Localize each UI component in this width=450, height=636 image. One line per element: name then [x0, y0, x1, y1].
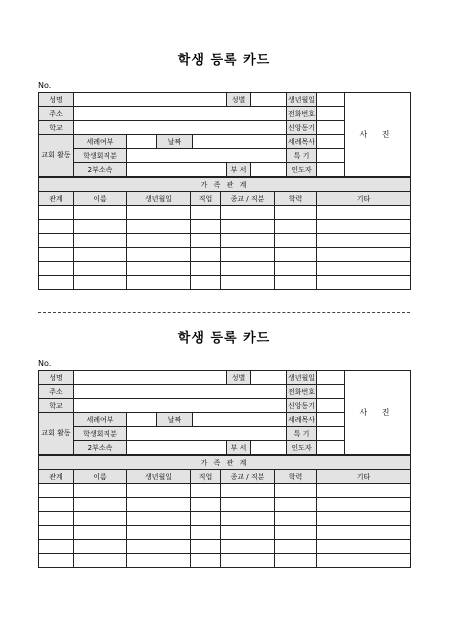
photo-area: 사 진 [345, 371, 411, 455]
student-role-field[interactable] [127, 427, 287, 441]
family-row[interactable] [39, 554, 411, 568]
faith-field[interactable] [317, 121, 345, 135]
family-header: 기타 [317, 470, 411, 484]
baptism-field[interactable] [127, 413, 157, 427]
student-role-label: 학생회직분 [74, 149, 127, 163]
student-role-label: 학생회직분 [74, 427, 127, 441]
guide-field[interactable] [317, 441, 345, 455]
family-row[interactable] [39, 206, 411, 220]
pastor-field[interactable] [317, 413, 345, 427]
special-label: 특 기 [287, 149, 317, 163]
dept2-field[interactable] [127, 163, 227, 177]
church-activity-label: 교회 활동 [39, 135, 74, 177]
family-header: 관계 [39, 192, 74, 206]
student-role-field[interactable] [127, 149, 287, 163]
phone-field[interactable] [317, 385, 345, 399]
card-title: 학생 등록 카드 [177, 331, 271, 346]
dept-label: 부 서 [227, 441, 251, 455]
phone-label: 전화번호 [287, 107, 317, 121]
name-label: 성명 [39, 93, 74, 107]
pastor-label: 세례목사 [287, 413, 317, 427]
school-field[interactable] [74, 121, 287, 135]
dept-field[interactable] [251, 441, 287, 455]
gender-label: 성별 [227, 93, 251, 107]
name-label: 성명 [39, 371, 74, 385]
special-label: 특 기 [287, 427, 317, 441]
dept-field[interactable] [251, 163, 287, 177]
family-header: 이름 [74, 192, 127, 206]
pastor-field[interactable] [317, 135, 345, 149]
school-label: 학교 [39, 399, 74, 413]
family-header: 기타 [317, 192, 411, 206]
family-row[interactable] [39, 248, 411, 262]
school-label: 학교 [39, 121, 74, 135]
school-field[interactable] [74, 399, 287, 413]
birth-label: 생년월일 [287, 93, 317, 107]
family-header: 종교 / 직분 [221, 470, 275, 484]
phone-label: 전화번호 [287, 385, 317, 399]
special-field[interactable] [317, 427, 345, 441]
church-activity-label: 교회 활동 [39, 413, 74, 455]
date-label: 날짜 [157, 135, 193, 149]
special-field[interactable] [317, 149, 345, 163]
pastor-label: 세례목사 [287, 135, 317, 149]
family-header: 이름 [74, 470, 127, 484]
family-row[interactable] [39, 512, 411, 526]
date-field[interactable] [193, 135, 287, 149]
student-info-table [38, 370, 411, 455]
address-label: 주소 [39, 107, 74, 121]
family-title: 가 족 관 계 [39, 456, 411, 470]
faith-field[interactable] [317, 399, 345, 413]
student-card-1 [38, 50, 410, 290]
name-field[interactable] [74, 371, 227, 385]
address-field[interactable] [74, 385, 287, 399]
card-number-label: No. [38, 81, 52, 90]
guide-field[interactable] [317, 163, 345, 177]
family-row[interactable] [39, 484, 411, 498]
guide-label: 인도자 [287, 163, 317, 177]
guide-label: 인도자 [287, 441, 317, 455]
baptism-field[interactable] [127, 135, 157, 149]
family-row[interactable] [39, 262, 411, 276]
birth-label: 생년월일 [287, 371, 317, 385]
family-header: 직업 [191, 470, 221, 484]
family-row[interactable] [39, 220, 411, 234]
dept2-field[interactable] [127, 441, 227, 455]
gender-field[interactable] [251, 371, 287, 385]
family-row[interactable] [39, 540, 411, 554]
faith-label: 신앙동기 [287, 399, 317, 413]
birth-field[interactable] [317, 93, 345, 107]
family-header: 학력 [275, 192, 317, 206]
family-table [38, 455, 411, 568]
card-number-label: No. [38, 359, 52, 368]
dept-label: 부 서 [227, 163, 251, 177]
dept2-label: 2부소속 [74, 441, 127, 455]
date-field[interactable] [193, 413, 287, 427]
family-header: 관계 [39, 470, 74, 484]
gender-label: 성별 [227, 371, 251, 385]
dept2-label: 2부소속 [74, 163, 127, 177]
family-row[interactable] [39, 498, 411, 512]
family-title: 가 족 관 계 [39, 178, 411, 192]
birth-field[interactable] [317, 371, 345, 385]
family-row[interactable] [39, 276, 411, 290]
gender-field[interactable] [251, 93, 287, 107]
family-row[interactable] [39, 234, 411, 248]
family-row[interactable] [39, 526, 411, 540]
date-label: 날짜 [157, 413, 193, 427]
baptism-label: 세례여부 [74, 413, 127, 427]
family-header: 종교 / 직분 [221, 192, 275, 206]
address-label: 주소 [39, 385, 74, 399]
family-header: 학력 [275, 470, 317, 484]
family-header: 직업 [191, 192, 221, 206]
baptism-label: 세례여부 [74, 135, 127, 149]
family-table [38, 177, 411, 290]
family-header: 생년월일 [127, 470, 191, 484]
address-field[interactable] [74, 107, 287, 121]
photo-area: 사 진 [345, 93, 411, 177]
phone-field[interactable] [317, 107, 345, 121]
faith-label: 신앙동기 [287, 121, 317, 135]
cut-line [38, 312, 410, 313]
name-field[interactable] [74, 93, 227, 107]
student-card-2 [38, 328, 410, 568]
card-title: 학생 등록 카드 [177, 53, 271, 68]
student-info-table [38, 92, 411, 177]
family-header: 생년월일 [127, 192, 191, 206]
